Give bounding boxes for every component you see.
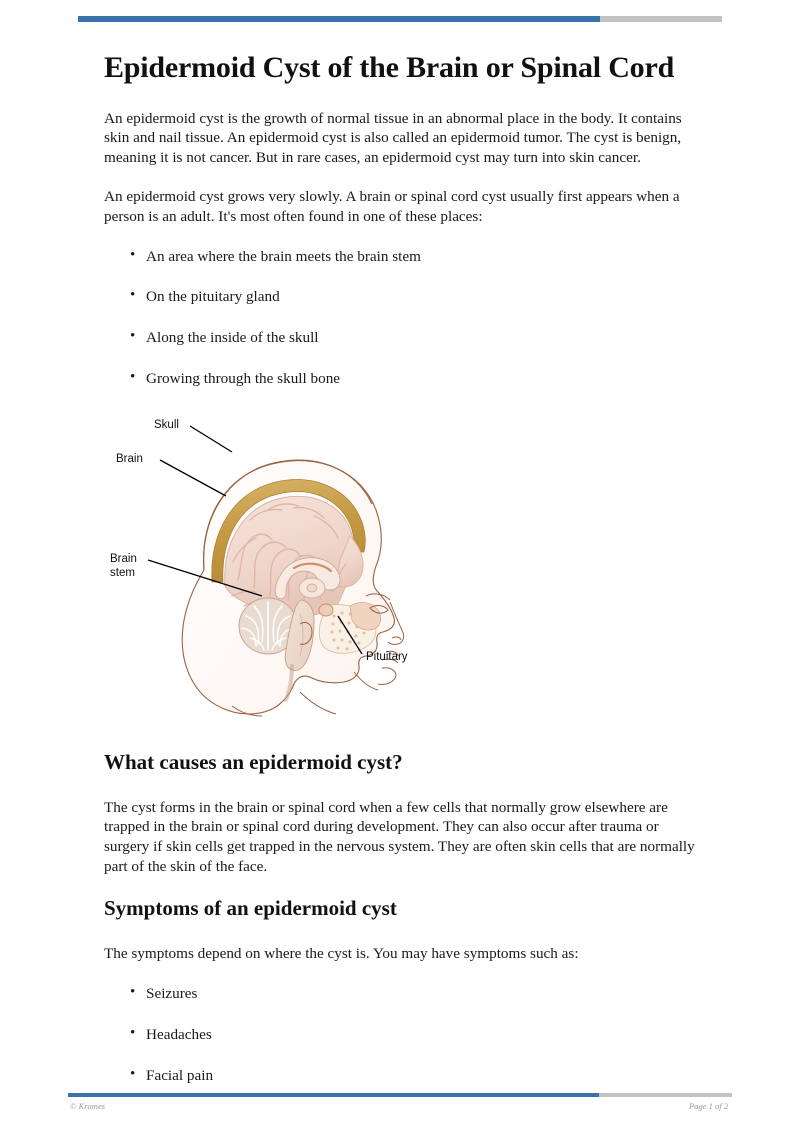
footer-copyright: © Krames <box>70 1101 106 1111</box>
header-rule-blue-segment <box>78 16 600 22</box>
list-item: • On the pituitary gland <box>104 287 696 307</box>
list-item: • Growing through the skull bone <box>104 369 696 389</box>
figure-label-brain-stem-line2: stem <box>110 566 135 579</box>
pituitary-gland-shape <box>319 604 333 616</box>
footer-page-number: Page 1 of 2 <box>689 1101 728 1111</box>
header-rule-gray-segment <box>600 16 722 22</box>
skull-leader-line <box>190 426 232 452</box>
footer-rule <box>68 1093 732 1097</box>
figure-label-brain: Brain <box>116 452 143 465</box>
figure-label-pituitary: Pituitary <box>366 650 408 663</box>
figure-label-skull: Skull <box>154 418 179 431</box>
list-item: • Seizures <box>104 984 696 1004</box>
document-content <box>104 50 696 1106</box>
list-item: • Along the inside of the skull <box>104 328 696 348</box>
intro-paragraph-1: An epidermoid cyst is the growth of normal tissue in an abnormal place in the body. It contains skin and nail tissue. An epidermoid cyst is also called an epidermoid tumor. The cyst is benign, meaning it is not cancer. But in rare cases, an epidermoid cyst may turn into skin cancer. <box>104 109 682 166</box>
symptoms-list <box>104 984 696 1085</box>
figure-label-brain-stem-line1: Brain <box>110 552 137 565</box>
list-item: • An area where the brain meets the brain stem <box>104 247 696 267</box>
page-title: Epidermoid Cyst of the Brain or Spinal Cord <box>104 51 675 84</box>
locations-list <box>104 247 696 389</box>
header-rule <box>78 16 722 22</box>
symptoms-intro-paragraph: The symptoms depend on where the cyst is. You may have symptoms such as: <box>104 945 579 963</box>
section-heading-symptoms: Symptoms of an epidermoid cyst <box>104 896 397 921</box>
footer-rule-gray-segment <box>599 1093 732 1097</box>
brain-leader-line <box>160 460 226 496</box>
list-item: • Facial pain <box>104 1066 696 1086</box>
causes-paragraph: The cyst forms in the brain or spinal cord when a few cells that normally grow elsewhere are trapped in the brain or spinal cord during development. They can also occur after trauma or surgery if skin cells get trapped in the nervous system. They are often skin cells that are normally part of the skin of the face. <box>104 798 695 875</box>
section-heading-causes: What causes an epidermoid cyst? <box>104 749 403 774</box>
list-item: • Headaches <box>104 1025 696 1045</box>
head-anatomy-illustration <box>104 410 434 730</box>
intro-paragraph-2: An epidermoid cyst grows very slowly. A brain or spinal cord cyst usually first appears when a person is an adult. It's most often found in one of these places: <box>104 188 680 226</box>
footer-rule-blue-segment <box>68 1093 599 1097</box>
